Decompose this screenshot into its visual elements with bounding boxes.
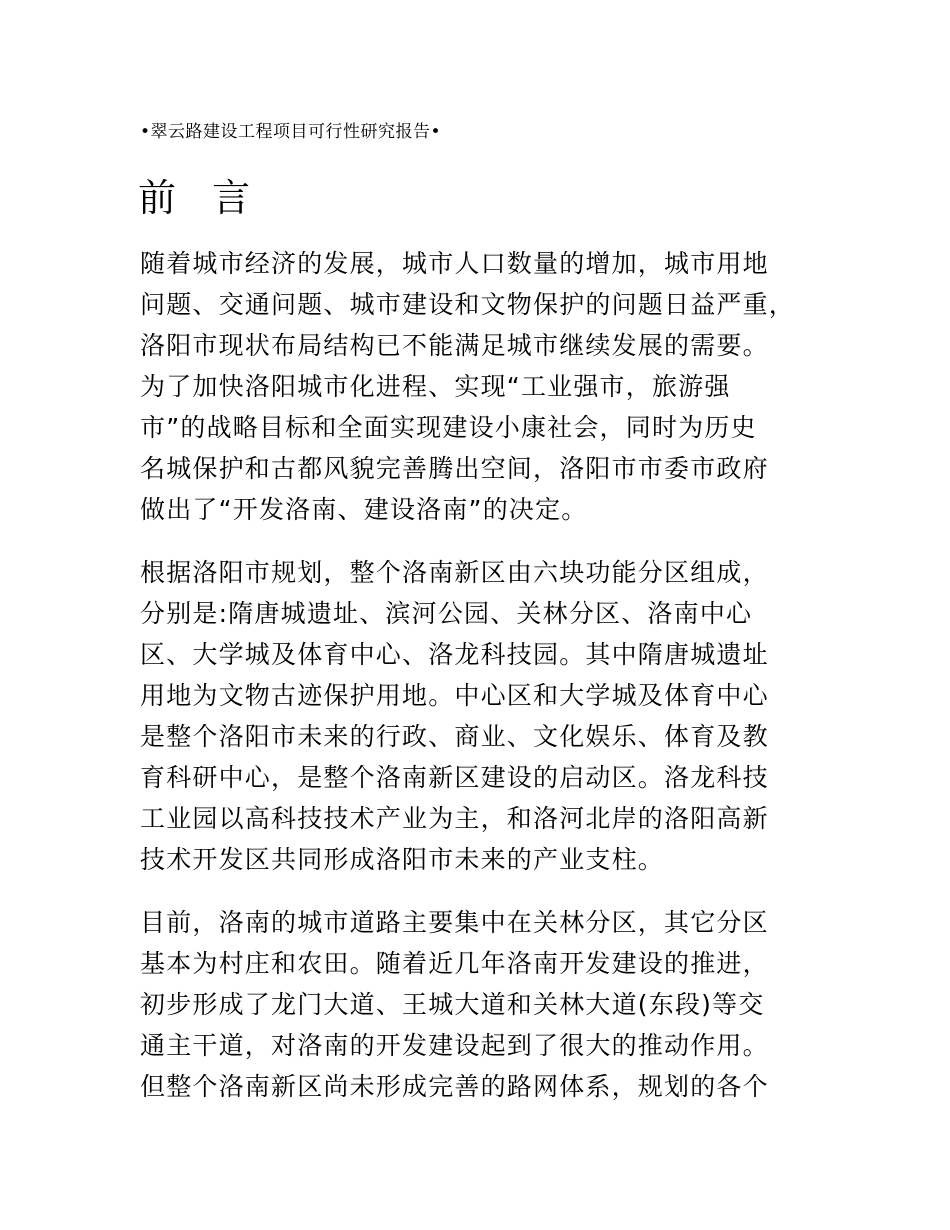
page-title: 前 言 bbox=[138, 176, 263, 220]
text-line: 名城保护和古都风貌完善腾出空间，洛阳市市委市政府 bbox=[140, 454, 769, 483]
text-line: 洛阳市现状布局结构已不能满足城市继续发展的需要。 bbox=[140, 331, 769, 360]
text-line: 为了加快洛阳城市化进程、实现“工业强市，旅游强 bbox=[140, 372, 731, 401]
text-line: 目前，洛南的城市道路主要集中在关林分区，其它分区 bbox=[140, 908, 769, 937]
text-line: 随着城市经济的发展，城市人口数量的增加，城市用地 bbox=[140, 249, 769, 278]
running-header: •翠云路建设工程项目可行性研究报告• bbox=[140, 122, 442, 142]
paragraph bbox=[140, 902, 840, 1107]
text-line: 育科研中心，是整个洛南新区建设的启动区。洛龙科技 bbox=[140, 763, 769, 792]
text-line: 根据洛阳市规划，整个洛南新区由六块功能分区组成， bbox=[140, 558, 769, 587]
text-line: 但整个洛南新区尚未形成完善的路网体系，规划的各个 bbox=[140, 1072, 769, 1101]
text-line: 分别是:隋唐城遗址、滨河公园、关林分区、洛南中心 bbox=[140, 599, 753, 628]
text-line: 做出了“开发洛南、建设洛南”的决定。 bbox=[140, 495, 588, 524]
text-line: 技术开发区共同形成洛阳市未来的产业支柱。 bbox=[140, 845, 665, 874]
text-line: 基本为村庄和农田。随着近几年洛南开发建设的推进， bbox=[140, 949, 769, 978]
text-line: 市”的战略目标和全面实现建设小康社会，同时为历史 bbox=[140, 413, 757, 442]
paragraph bbox=[140, 552, 840, 880]
text-line: 区、大学城及体育中心、洛龙科技园。其中隋唐城遗址 bbox=[140, 640, 769, 669]
text-line: 初步形成了龙门大道、王城大道和关林大道(东段)等交 bbox=[140, 990, 765, 1019]
text-line: 工业园以高科技技术产业为主，和洛河北岸的洛阳高新 bbox=[140, 804, 769, 833]
document-body bbox=[140, 243, 840, 1129]
text-line: 通主干道，对洛南的开发建设起到了很大的推动作用。 bbox=[140, 1031, 769, 1060]
text-line: 问题、交通问题、城市建设和文物保护的问题日益严重， bbox=[140, 290, 796, 319]
text-line: 是整个洛阳市未来的行政、商业、文化娱乐、体育及教 bbox=[140, 722, 769, 751]
text-line: 用地为文物古迹保护用地。中心区和大学城及体育中心 bbox=[140, 681, 769, 710]
paragraph bbox=[140, 243, 840, 530]
